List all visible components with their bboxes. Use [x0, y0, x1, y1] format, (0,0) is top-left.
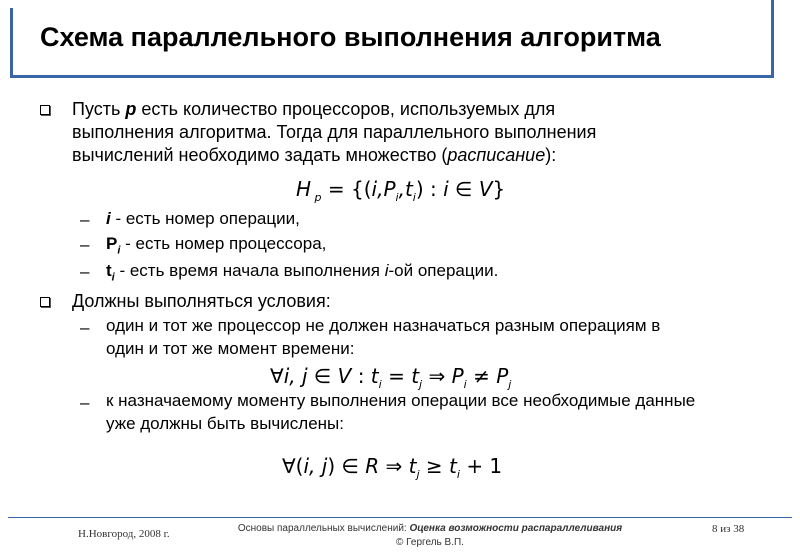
- dash-bullet: –: [80, 393, 90, 412]
- bullet1-line1: Пусть p есть количество процессоров, используемых для: [72, 99, 556, 119]
- bullet2-text: Должны выполняться условия:: [72, 291, 331, 311]
- footer-location-date: Н.Новгород, 2008 г.: [78, 528, 170, 540]
- footer-course-prefix: Основы параллельных вычислений:: [237, 523, 410, 534]
- dash-bullet: –: [80, 210, 90, 229]
- cond1-line2: один и тот же момент времени:: [106, 339, 355, 358]
- page-number: 8 из 38: [712, 523, 745, 535]
- sub-item-processor: $P_i$ - есть номер процессора,: [106, 234, 327, 257]
- footer-divider: [8, 517, 792, 518]
- footer-course: [230, 522, 630, 550]
- cond2-line2: уже должны быть вычислены:: [106, 414, 344, 433]
- sub-item-operation: i - есть номер операции,: [106, 209, 300, 228]
- dash-bullet: –: [80, 235, 90, 254]
- square-bullet-icon: [40, 297, 50, 307]
- dash-bullet: –: [80, 318, 90, 337]
- title-frame-left: [10, 8, 13, 78]
- slide-title: Схема параллельного выполнения алгоритма: [40, 22, 661, 52]
- dash-bullet: –: [80, 262, 90, 281]
- cond1-line1: один и тот же процессор не должен назначаться разным операциям в: [106, 316, 661, 335]
- footer-course-topic: Оценка возможности распараллеливания: [409, 523, 623, 534]
- cond2-line1: к назначаемому моменту выполнения операции все необходимые данные: [106, 391, 696, 410]
- title-frame-bottom: [10, 75, 774, 78]
- title-frame-right: [771, 0, 774, 78]
- formula-data-condition: ∀(i, j) ∈ R ⇒ $t_j \ge t_i + 1$: [282, 454, 503, 481]
- formula-processor-condition: ∀i, j ∈ V : $t_i = t_j$ ⇒ $P_i \ne P_j$: [270, 364, 512, 391]
- sub-item-time: $t_i$ - есть время начала выполнения i-ой операции.: [106, 261, 499, 284]
- square-bullet-icon: [40, 105, 50, 115]
- bullet1-line3: вычислений необходимо задать множество (расписание):: [72, 145, 557, 165]
- formula-schedule: H $_p = \{(i,P_i,t_i)$ : i ∈ V}: [296, 177, 506, 204]
- footer-author: © Гергель В.П.: [396, 537, 464, 548]
- bullet1-line2: выполнения алгоритма. Тогда для параллельного выполнения: [72, 122, 597, 142]
